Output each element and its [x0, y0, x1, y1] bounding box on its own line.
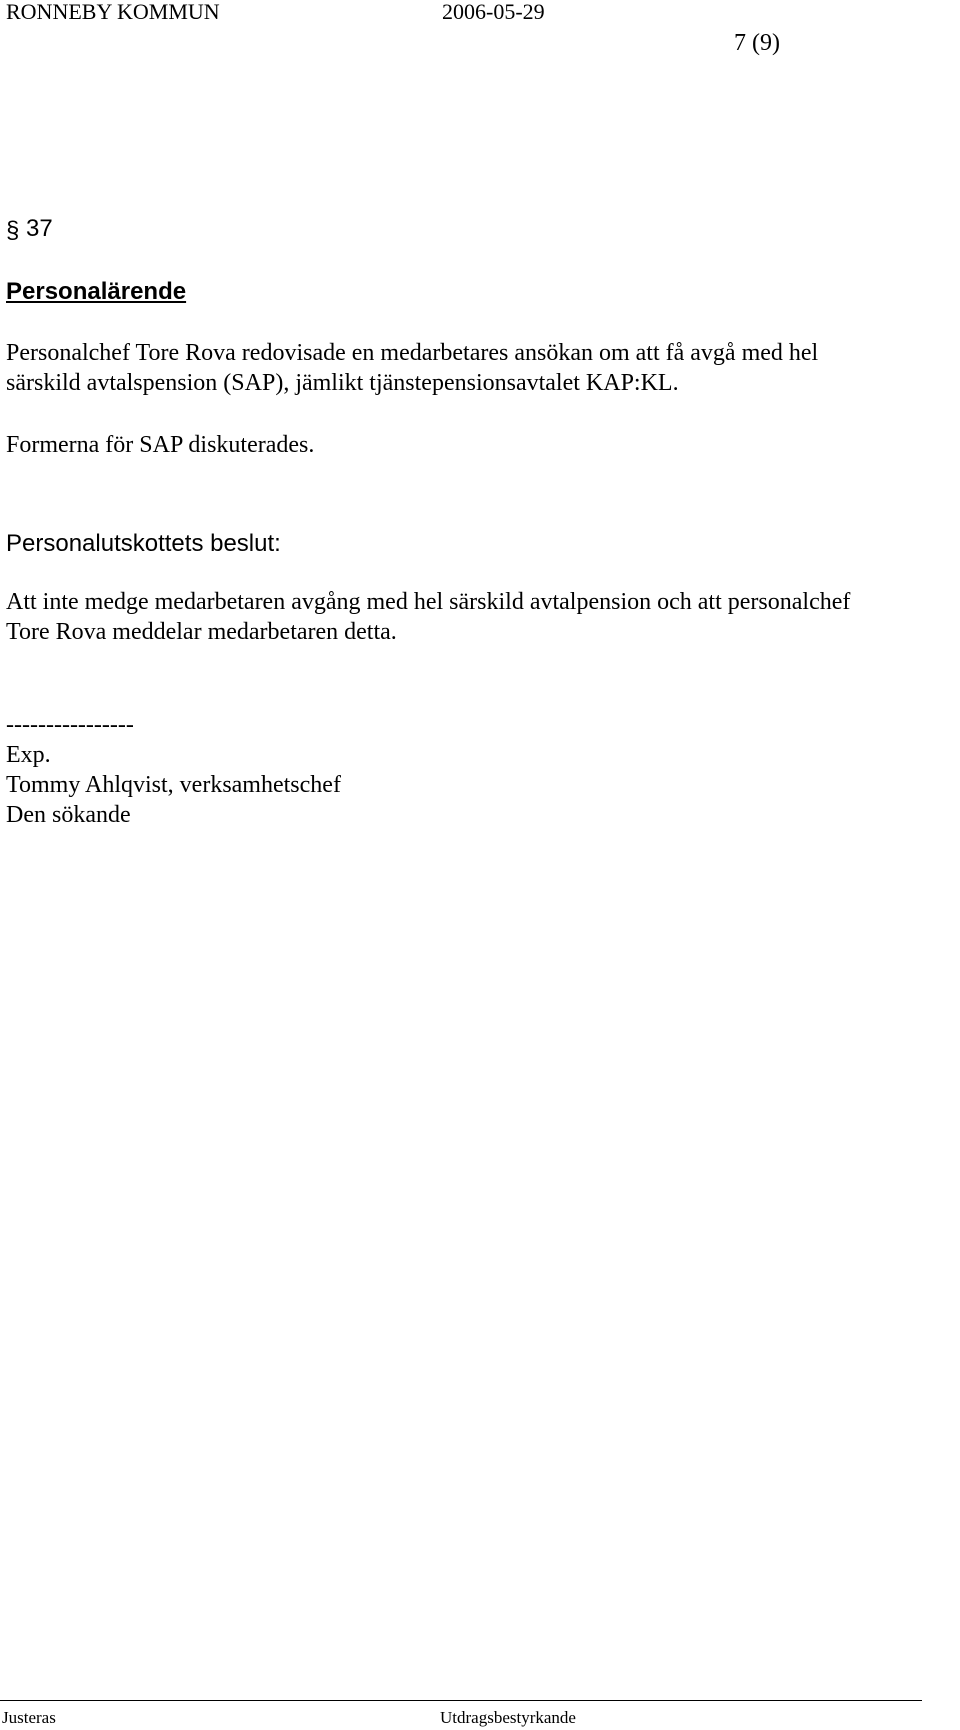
decision-text	[6, 587, 850, 647]
paragraph-line: Formerna för SAP diskuterades.	[6, 432, 315, 458]
document-date: 2006-05-29	[442, 0, 545, 24]
paragraph-line: Personalchef Tore Rova redovisade en medarbetares ansökan om att få avgå med hel	[6, 340, 819, 366]
decision-heading: Personalutskottets beslut:	[6, 530, 281, 557]
expedition-label: Exp.	[6, 742, 51, 768]
expedition-recipient: Tommy Ahlqvist, verksamhetschef	[6, 772, 341, 798]
section-symbol: §	[6, 217, 20, 244]
paragraph-presentation	[6, 338, 818, 398]
footer-divider	[0, 1700, 922, 1701]
footer-utdragsbestyrkande: Utdragsbestyrkande	[440, 1708, 576, 1727]
decision-line: Tore Rova meddelar medarbetaren detta.	[6, 619, 397, 645]
paragraph-discussion	[6, 430, 314, 460]
decision-line: Att inte medge medarbetaren avgång med hel särskild avtalpension och att personalchef	[6, 589, 851, 615]
paragraph-line: särskild avtalspension (SAP), jämlikt tjänstepensionsavtalet KAP:KL.	[6, 370, 679, 396]
section-number: 37	[26, 215, 53, 242]
expedition-block	[6, 710, 341, 830]
page-number: 7 (9)	[734, 30, 780, 56]
section-title: Personalärende	[6, 278, 187, 305]
organization-name: RONNEBY KOMMUN	[6, 0, 220, 24]
expedition-recipient: Den sökande	[6, 802, 131, 828]
expedition-separator: ----------------	[6, 712, 134, 738]
footer-justeras: Justeras	[2, 1708, 56, 1727]
